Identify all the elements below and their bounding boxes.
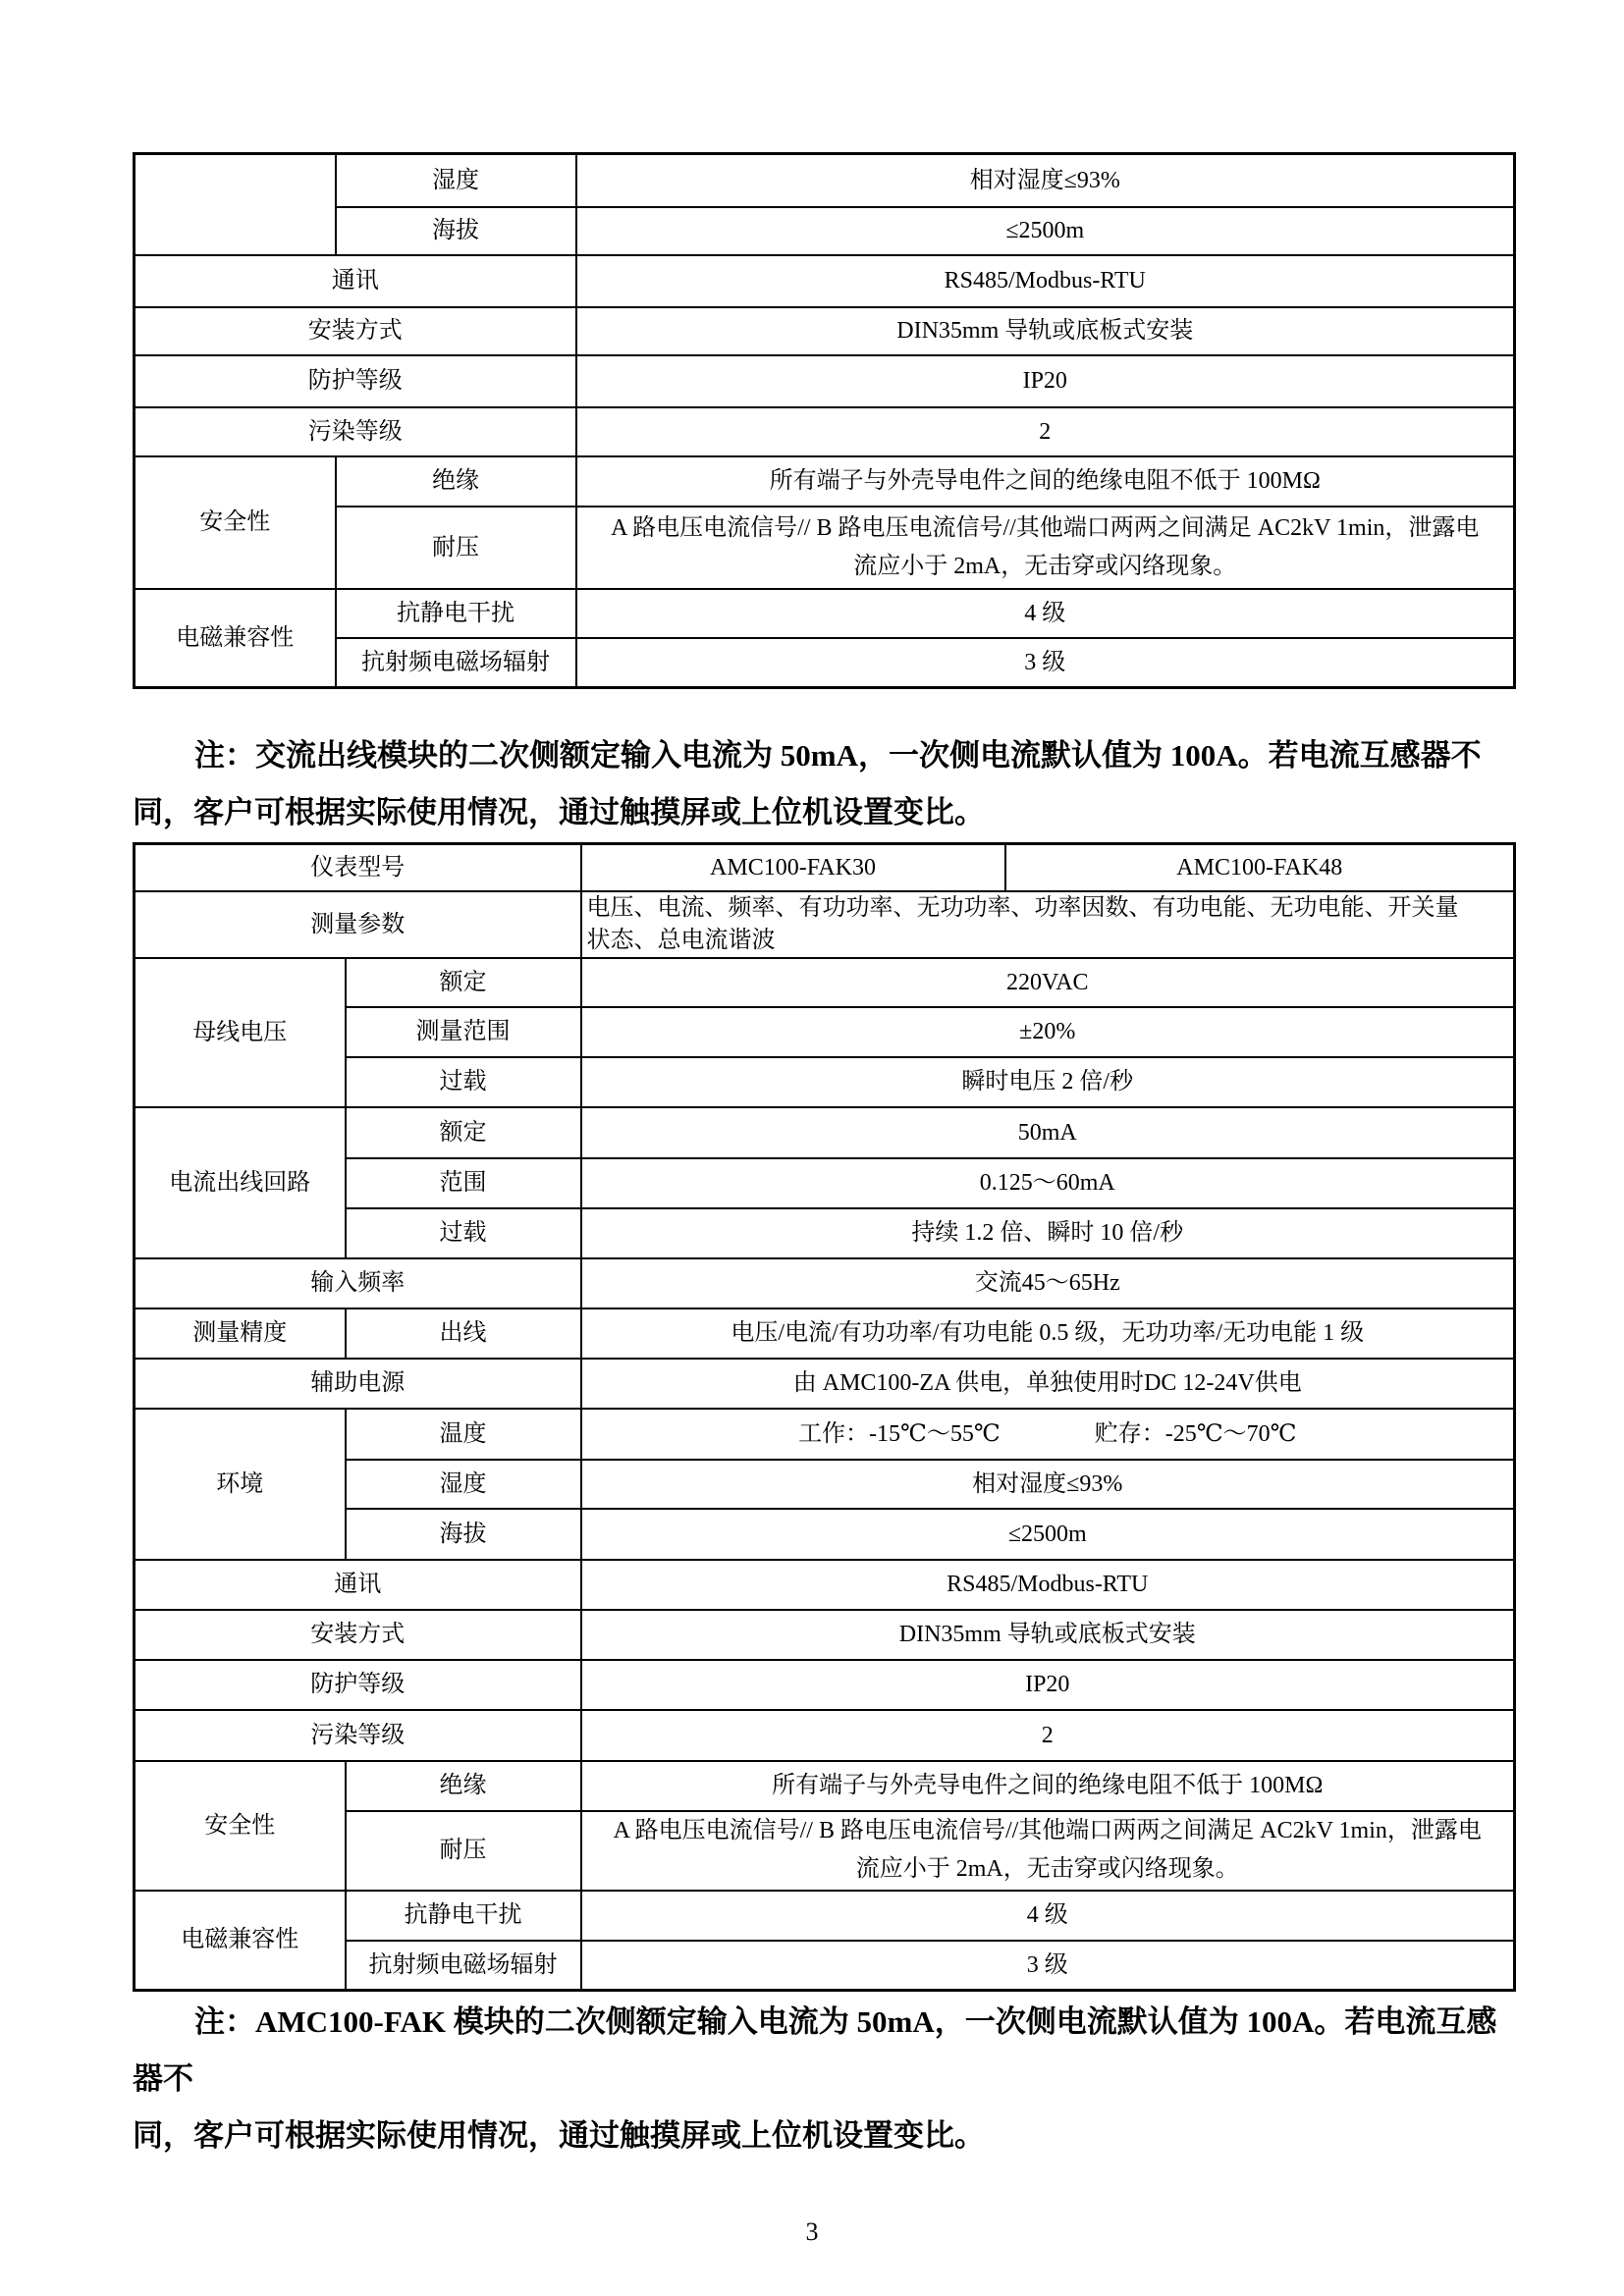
table-cell: 过载 [346, 1208, 581, 1258]
note-line: 注：AMC100-FAK 模块的二次侧额定输入电流为 50mA，一次侧电流默认值为 100A。若电流互感器不 [133, 2004, 1497, 2096]
table-cell: 抗静电干扰 [346, 1891, 581, 1941]
note-line: 同，客户可根据实际使用情况，通过触摸屏或上位机设置变比。 [133, 795, 985, 829]
table-cell: 测量精度 [135, 1308, 346, 1359]
table-row [135, 307, 1515, 355]
table-cell: 交流45～65Hz [581, 1258, 1515, 1308]
table-row [135, 1710, 1515, 1761]
table-row [135, 1761, 1515, 1811]
table-cell: 辅助电源 [135, 1359, 581, 1409]
table-cell: AMC100-FAK48 [1005, 844, 1515, 891]
table-cell: 防护等级 [135, 1660, 581, 1710]
table-cell: 防护等级 [135, 355, 576, 407]
table-cell: 电磁兼容性 [135, 1891, 346, 1991]
table-cell: 50mA [581, 1107, 1515, 1158]
table-cell: 3 级 [581, 1941, 1515, 1991]
table-cell: 绝缘 [346, 1761, 581, 1811]
table-cell-text: A 路电压电流信号// B 路电压电流信号//其他端口两两之间满足 AC2kV 1min，泄露电流应小于 2mA，无击穿或闪络现象。 [611, 514, 1480, 579]
table-cell: 测量参数 [135, 891, 581, 958]
table-row [135, 1359, 1515, 1409]
note-1 [133, 727, 1513, 841]
table-cell: 输入频率 [135, 1258, 581, 1308]
table-cell: 海拔 [336, 207, 576, 255]
table-row [135, 1107, 1515, 1158]
table-cell: IP20 [576, 355, 1515, 407]
table-cell: 母线电压 [135, 958, 346, 1107]
table-cell: 2 [581, 1710, 1515, 1761]
table-cell: DIN35mm 导轨或底板式安装 [581, 1610, 1515, 1660]
table-cell: 所有端子与外壳导电件之间的绝缘电阻不低于 100MΩ [576, 456, 1515, 507]
table-cell: 耐压 [346, 1811, 581, 1891]
note-line: 注：交流出线模块的二次侧额定输入电流为 50mA，一次侧电流默认值为 100A。若电流互感器不 [194, 738, 1482, 773]
table-row [135, 255, 1515, 307]
table-cell: 抗射频电磁场辐射 [336, 638, 576, 688]
table-cell: 所有端子与外壳导电件之间的绝缘电阻不低于 100MΩ [581, 1761, 1515, 1811]
table-row [135, 355, 1515, 407]
table-cell: ≤2500m [581, 1509, 1515, 1560]
table-cell: 湿度 [336, 154, 576, 207]
table-cell: 抗射频电磁场辐射 [346, 1941, 581, 1991]
table-cell: 2 [576, 407, 1515, 456]
table-cell: 由 AMC100-ZA 供电，单独使用时DC 12-24V供电 [581, 1359, 1515, 1409]
table-cell: 瞬时电压 2 倍/秒 [581, 1057, 1515, 1107]
table-cell: 持续 1.2 倍、瞬时 10 倍/秒 [581, 1208, 1515, 1258]
table-cell: 仪表型号 [135, 844, 581, 891]
table-cell: AMC100-FAK30 [581, 844, 1005, 891]
table-cell-text: 电压、电流、频率、有功功率、无功功率、功率因数、有功电能、无功电能、开关量状态、总电流谐波 [586, 894, 1459, 953]
table-row [135, 1308, 1515, 1359]
table-cell: RS485/Modbus-RTU [576, 255, 1515, 307]
table-cell: 过载 [346, 1057, 581, 1107]
table-cell: 220VAC [581, 958, 1515, 1007]
table-cell: 3 级 [576, 638, 1515, 688]
table-row [135, 589, 1515, 638]
table-row [135, 958, 1515, 1007]
table-cell: ≤2500m [576, 207, 1515, 255]
table-cell: 额定 [346, 958, 581, 1007]
page-number: 3 [805, 2217, 819, 2246]
table-cell: 湿度 [346, 1460, 581, 1509]
table-cell: 相对湿度≤93% [576, 154, 1515, 207]
table-cell: 测量范围 [346, 1007, 581, 1057]
table-row [135, 507, 1515, 589]
table-cell [581, 1811, 1515, 1891]
table-cell [576, 507, 1515, 589]
table-cell: 范围 [346, 1158, 581, 1208]
note-2 [133, 1994, 1513, 2164]
table-row [135, 1891, 1515, 1941]
table-cell: 海拔 [346, 1509, 581, 1560]
table-row [135, 1258, 1515, 1308]
table-cell: 污染等级 [135, 407, 576, 456]
table-row [135, 407, 1515, 456]
spec-table-continuation [133, 152, 1516, 689]
table-cell: 安全性 [135, 1761, 346, 1891]
table-row [135, 891, 1515, 958]
table-cell: 通讯 [135, 255, 576, 307]
table-cell: 绝缘 [336, 456, 576, 507]
table-cell: 温度 [346, 1409, 581, 1460]
table-cell-empty-category [135, 154, 336, 255]
table-cell: 抗静电干扰 [336, 589, 576, 638]
table-cell: 电流出线回路 [135, 1107, 346, 1258]
table-row [135, 1610, 1515, 1660]
table-cell: 安全性 [135, 456, 336, 589]
table-cell [581, 891, 1515, 958]
table-row [135, 154, 1515, 207]
table-cell: 环境 [135, 1409, 346, 1560]
table-cell-text: A 路电压电流信号// B 路电压电流信号//其他端口两两之间满足 AC2kV 1min，泄露电流应小于 2mA，无击穿或闪络现象。 [613, 1818, 1482, 1882]
table-cell: 电磁兼容性 [135, 589, 336, 688]
table-row [135, 1660, 1515, 1710]
spec-table-amc100-fak [133, 842, 1516, 1992]
table-cell: 4 级 [581, 1891, 1515, 1941]
table-cell: 污染等级 [135, 1710, 581, 1761]
table-cell: 安装方式 [135, 1610, 581, 1660]
table-cell: DIN35mm 导轨或底板式安装 [576, 307, 1515, 355]
table-cell: 相对湿度≤93% [581, 1460, 1515, 1509]
table-cell: 额定 [346, 1107, 581, 1158]
table-cell: 安装方式 [135, 307, 576, 355]
table-cell: 0.125～60mA [581, 1158, 1515, 1208]
table-cell: 出线 [346, 1308, 581, 1359]
table-cell: RS485/Modbus-RTU [581, 1560, 1515, 1610]
table-cell: 耐压 [336, 507, 576, 589]
table-row [135, 638, 1515, 688]
table-cell: 4 级 [576, 589, 1515, 638]
table-row [135, 456, 1515, 507]
table-cell: 通讯 [135, 1560, 581, 1610]
table-row [135, 1560, 1515, 1610]
table-cell: IP20 [581, 1660, 1515, 1710]
table-cell: ±20% [581, 1007, 1515, 1057]
table-row [135, 1409, 1515, 1460]
table-row [135, 844, 1515, 891]
table-row [135, 207, 1515, 255]
table-cell: 工作：-15℃～55℃ 贮存：-25℃～70℃ [581, 1409, 1515, 1460]
note-line: 同，客户可根据实际使用情况，通过触摸屏或上位机设置变比。 [133, 2118, 985, 2153]
table-cell: 电压/电流/有功功率/有功电能 0.5 级，无功功率/无功电能 1 级 [581, 1308, 1515, 1359]
